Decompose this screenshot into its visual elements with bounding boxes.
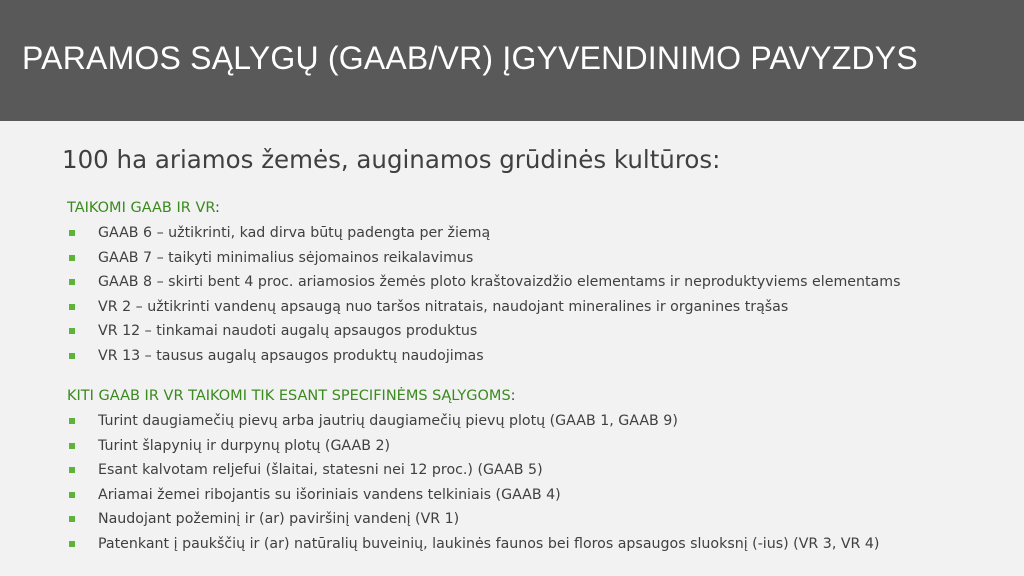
square-bullet-icon (69, 255, 75, 261)
list-item-text: Patenkant į paukščių ir (ar) natūralių buveinių, laukinės faunos bei floros apsaugos sluoksnį (-ius) (VR 3, VR 4) (98, 535, 880, 552)
list-item (67, 434, 1007, 459)
square-bullet-icon (69, 492, 75, 498)
list-item-text: Turint šlapynių ir durpynų plotų (GAAB 2) (98, 437, 391, 454)
section-specific-conditions (67, 386, 1007, 556)
square-bullet-icon (69, 467, 75, 473)
bullet-list (67, 221, 1007, 368)
section-heading (67, 198, 1007, 218)
slide-title: PARAMOS SĄLYGŲ (GAAB/VR) ĮGYVENDINIMO PAVYZDYS (22, 40, 918, 76)
list-item (67, 221, 1007, 246)
list-item-text: VR 2 – užtikrinti vandenų apsaugą nuo taršos nitratais, naudojant mineralines ir organines trąšas (98, 298, 789, 315)
list-item-text: VR 12 – tinkamai naudoti augalų apsaugos produktus (98, 323, 478, 339)
square-bullet-icon (69, 418, 75, 424)
list-item (67, 483, 1007, 508)
title-bar (0, 0, 1024, 121)
list-item-text: VR 13 – tausus augalų apsaugos produktų naudojimas (98, 347, 484, 364)
list-item-text: Turint daugiamečių pievų arba jautrių daugiamečių pievų plotų (GAAB 1, GAAB 9) (98, 413, 678, 429)
section-heading (67, 386, 1007, 406)
list-item (67, 507, 1007, 532)
list-item-text: Esant kalvotam reljefui (šlaitai, statesni nei 12 proc.) (GAAB 5) (98, 462, 543, 478)
square-bullet-icon (69, 353, 75, 359)
list-item (67, 295, 1007, 320)
section-heading-colon: : (510, 388, 516, 404)
square-bullet-icon (69, 516, 75, 522)
list-item-text: GAAB 7 – taikyti minimalius sėjomainos reikalavimus (98, 249, 474, 266)
list-item (67, 319, 1007, 344)
square-bullet-icon (69, 279, 75, 285)
list-item-text: Ariamai žemei ribojantis su išoriniais vandens telkiniais (GAAB 4) (98, 486, 561, 503)
list-item (67, 409, 1007, 434)
list-item (67, 344, 1007, 369)
section-applicable-requirements (67, 198, 1007, 368)
bullet-list (67, 409, 1007, 556)
square-bullet-icon (69, 328, 75, 334)
list-item (67, 532, 1007, 557)
list-item-text: GAAB 6 – užtikrinti, kad dirva būtų padengta per žiemą (98, 225, 491, 241)
list-item-text: GAAB 8 – skirti bent 4 proc. ariamosios žemės ploto kraštovaizdžio elementams ir neproduktyviems elementams (98, 274, 901, 290)
list-item-text: Naudojant požeminį ir (ar) paviršinį vandenį (VR 1) (98, 511, 460, 527)
list-item (67, 270, 1007, 295)
square-bullet-icon (69, 541, 75, 547)
slide-subtitle: 100 ha ariamos žemės, auginamos grūdinės kultūros: (62, 145, 721, 174)
section-heading-text: KITI GAAB IR VR TAIKOMI TIK ESANT SPECIFINĖMS SĄLYGOMS (67, 388, 511, 404)
square-bullet-icon (69, 230, 75, 236)
list-item (67, 246, 1007, 271)
list-item (67, 458, 1007, 483)
square-bullet-icon (69, 304, 75, 310)
square-bullet-icon (69, 443, 75, 449)
section-heading-text: TAIKOMI GAAB IR VR (67, 200, 215, 216)
section-heading-colon: : (215, 200, 220, 216)
